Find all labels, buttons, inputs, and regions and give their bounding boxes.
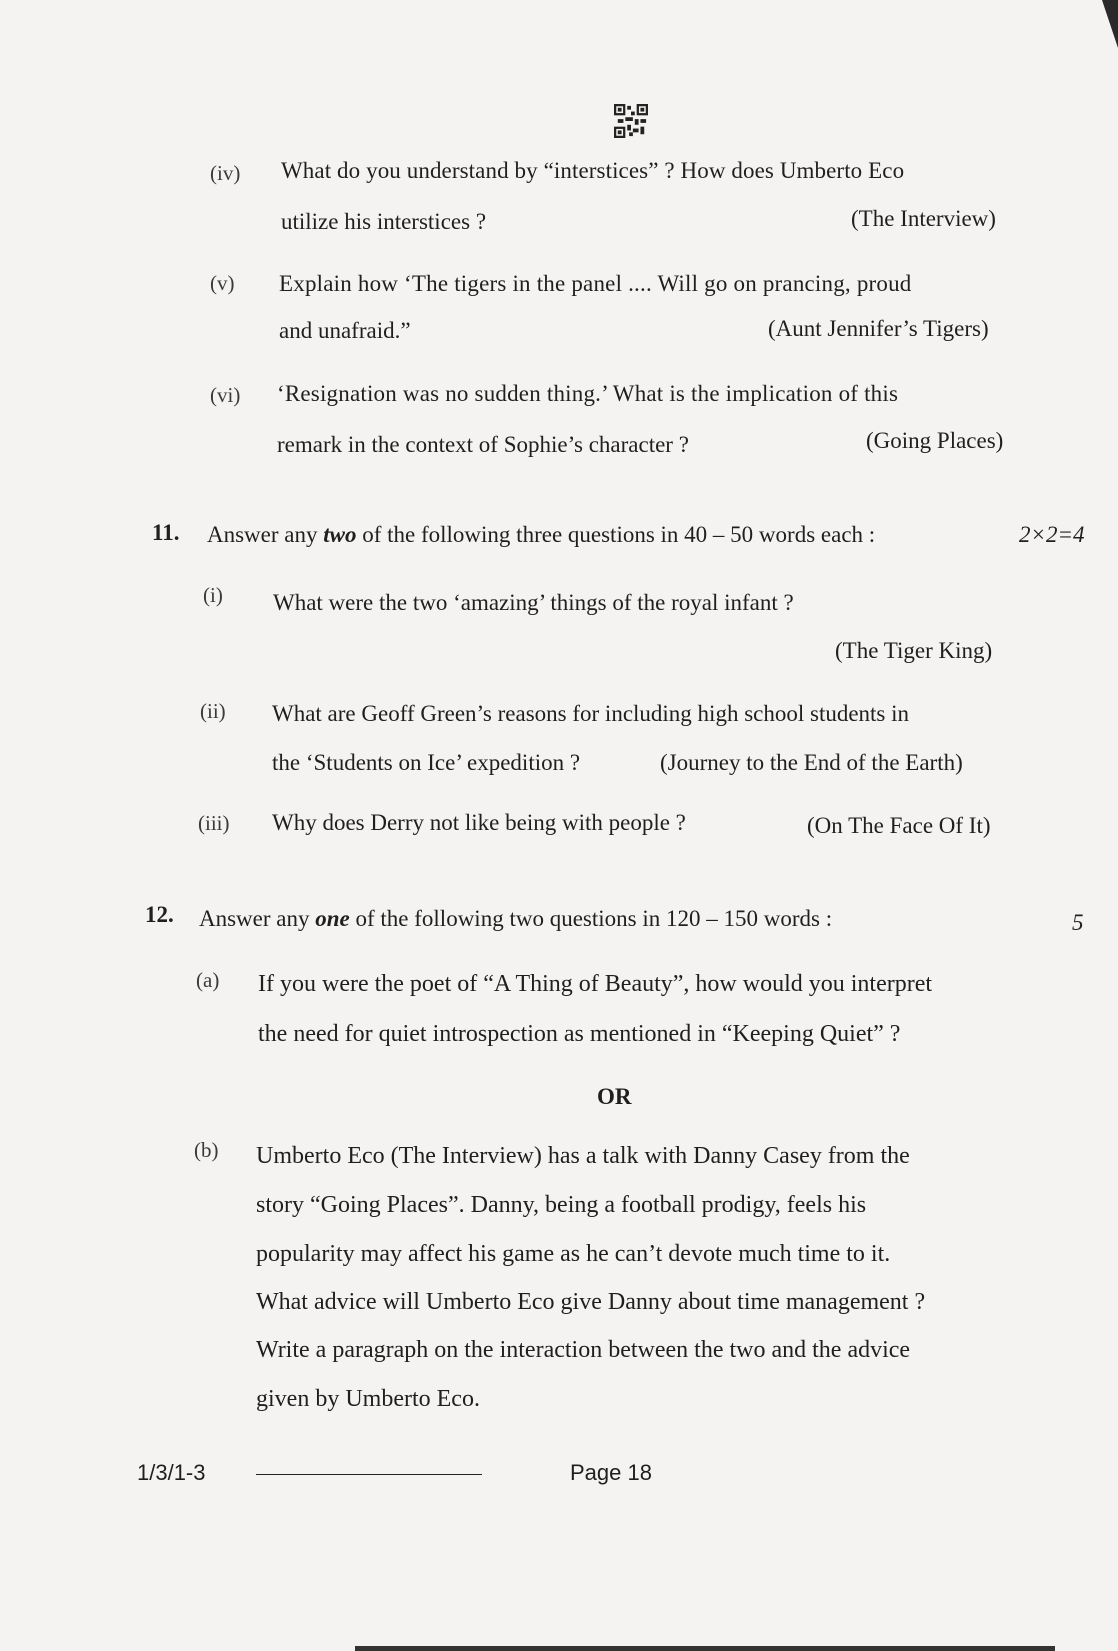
- item-number: (a): [196, 968, 220, 992]
- item-text-line: given by Umberto Eco.: [256, 1386, 480, 1412]
- item-text-line: Write a paragraph on the interaction between the two and the advice: [256, 1337, 911, 1363]
- item-text-line: What were the two ‘amazing’ things of the royal infant ?: [273, 590, 794, 615]
- question-number: 11.: [152, 520, 180, 545]
- item-text-line: the need for quiet introspection as mentioned in “Keeping Quiet” ?: [258, 1021, 901, 1047]
- item-text-line: the ‘Students on Ice’ expedition ?: [272, 750, 581, 775]
- question-marks: 2×2=4: [1019, 522, 1085, 547]
- item-text-line: story “Going Places”. Danny, being a football prodigy, feels his: [256, 1192, 867, 1218]
- item-number: (i): [203, 583, 223, 607]
- question-instruction: Answer any two of the following three questions in 40 – 50 words each :: [207, 522, 876, 547]
- item-text-line: and unafraid.”: [279, 318, 411, 343]
- or-separator: OR: [597, 1084, 632, 1109]
- item-source: (On The Face Of It): [807, 813, 991, 838]
- question-number: 12.: [145, 902, 174, 927]
- qr-code-icon: [614, 103, 648, 139]
- item-number: (iii): [198, 811, 230, 835]
- question-instruction: Answer any one of the following two questions in 120 – 150 words :: [199, 906, 833, 931]
- item-number: (v): [210, 271, 235, 295]
- item-text-line: utilize his interstices ?: [281, 209, 487, 234]
- footer-divider: [256, 1474, 482, 1475]
- item-text-line: ‘Resignation was no sudden thing.’ What is the implication of this: [277, 381, 899, 406]
- item-text-line: popularity may affect his game as he can’t devote much time to it.: [256, 1241, 891, 1267]
- item-source: (Aunt Jennifer’s Tigers): [768, 316, 989, 341]
- paper-bottom-edge: [355, 1646, 1055, 1651]
- item-text-line: If you were the poet of “A Thing of Beauty”, how would you interpret: [258, 971, 933, 997]
- item-text-line: Umberto Eco (The Interview) has a talk with Danny Casey from the: [256, 1143, 910, 1169]
- item-number: (iv): [210, 161, 241, 185]
- item-text-line: Explain how ‘The tigers in the panel .... Will go on prancing, proud: [279, 271, 912, 296]
- item-text-line: What are Geoff Green’s reasons for including high school students in: [272, 701, 910, 726]
- page-number: Page 18: [570, 1460, 652, 1485]
- item-source: (The Tiger King): [835, 638, 993, 663]
- item-text-line: Why does Derry not like being with people ?: [272, 810, 686, 835]
- item-text-line: remark in the context of Sophie’s character ?: [277, 432, 689, 457]
- question-marks: 5: [1072, 910, 1084, 935]
- paper-code: 1/3/1-3: [137, 1460, 206, 1485]
- item-source: (Journey to the End of the Earth): [660, 750, 963, 775]
- item-source: (The Interview): [851, 206, 996, 231]
- item-source: (Going Places): [866, 428, 1004, 453]
- item-number: (ii): [200, 699, 226, 723]
- item-number: (vi): [210, 383, 241, 407]
- item-text-line: What advice will Umberto Eco give Danny about time management ?: [256, 1289, 926, 1315]
- paper-corner-shadow: [1102, 0, 1118, 48]
- item-text-line: What do you understand by “interstices” ? How does Umberto Eco: [281, 158, 905, 183]
- item-number: (b): [194, 1138, 219, 1162]
